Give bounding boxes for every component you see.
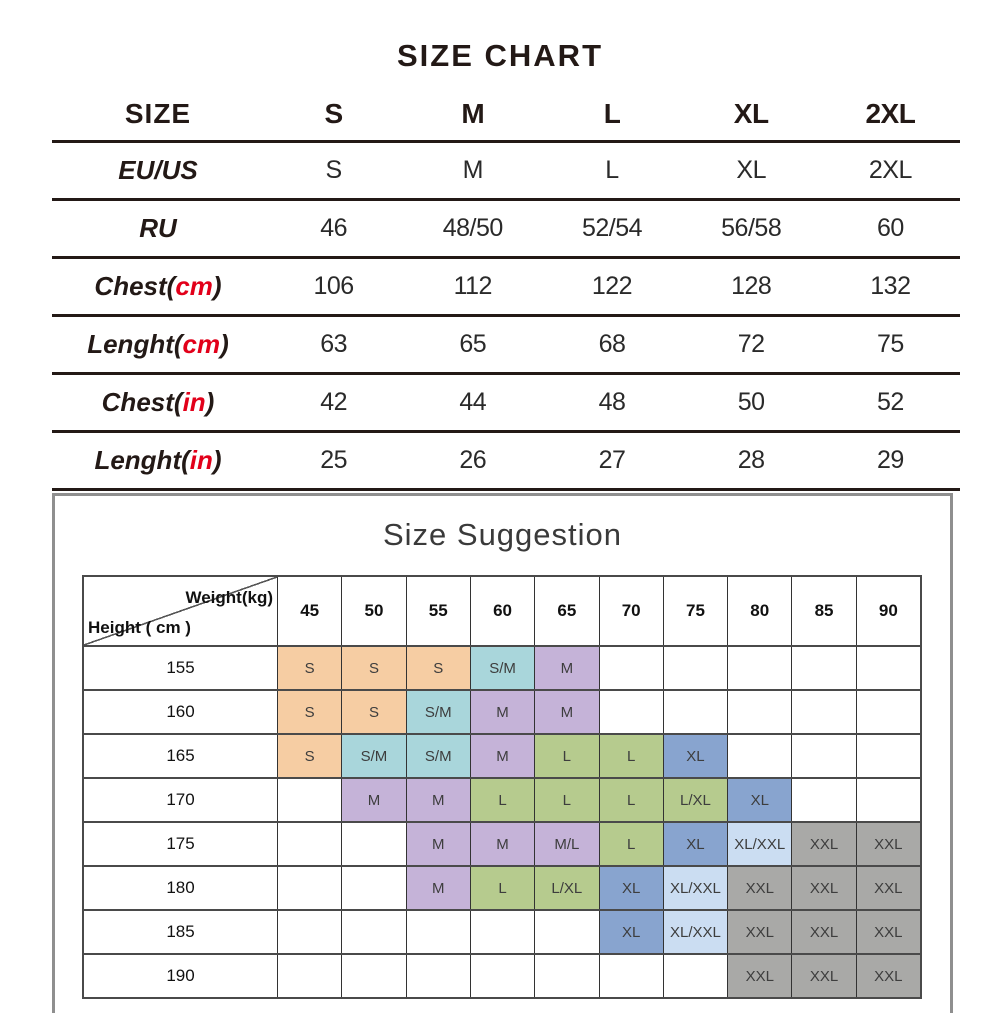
height-row-label: 155	[166, 658, 195, 677]
size-cell: S	[406, 647, 470, 689]
empty-cell	[791, 647, 855, 689]
size-cell: S	[277, 691, 341, 733]
size-cell: XL	[663, 735, 727, 777]
suggestion-row	[84, 689, 920, 733]
size-suggestion-table	[82, 575, 922, 999]
size-table-cell: 132	[870, 272, 911, 300]
suggestion-header-row	[84, 577, 920, 645]
size-table-row	[52, 143, 960, 201]
size-cell: L	[470, 867, 534, 909]
empty-cell	[856, 647, 920, 689]
size-table-cell: 72	[737, 330, 765, 358]
empty-cell	[727, 735, 791, 777]
height-row-label: 165	[166, 746, 195, 765]
label-text: )	[220, 329, 229, 359]
size-cell: XL/XXL	[727, 823, 791, 865]
size-cell: L/XL	[663, 779, 727, 821]
size-cell: XL	[599, 911, 663, 953]
empty-cell	[277, 779, 341, 821]
size-table-row-label	[52, 329, 264, 360]
size-table-row	[52, 375, 960, 433]
empty-cell	[341, 955, 405, 997]
empty-cell	[277, 955, 341, 997]
empty-cell	[599, 691, 663, 733]
empty-cell	[791, 735, 855, 777]
size-suggestion-box	[52, 493, 953, 1013]
label-text: Chest(	[101, 387, 183, 417]
size-table-cell: 27	[598, 446, 626, 474]
size-table-cell: 29	[876, 446, 904, 474]
empty-cell	[663, 955, 727, 997]
label-text: EU/US	[118, 155, 198, 185]
size-table-cell: 56/58	[721, 214, 782, 242]
empty-cell	[534, 911, 598, 953]
size-table-cell: 25	[320, 446, 347, 474]
empty-cell	[791, 691, 855, 733]
size-table-cell: 52/54	[581, 214, 643, 242]
label-unit-red: cm	[175, 271, 213, 301]
size-table-cell: 50	[737, 388, 765, 416]
size-cell: L	[534, 735, 598, 777]
empty-cell	[791, 779, 855, 821]
weight-header-cell: 85	[791, 577, 855, 645]
size-table-row	[52, 433, 960, 491]
height-row-label: 180	[166, 878, 195, 897]
empty-cell	[599, 647, 663, 689]
size-cell: S/M	[406, 735, 470, 777]
weight-header-cell: 90	[856, 577, 920, 645]
size-cell: XXL	[856, 823, 920, 865]
size-cell: M	[406, 779, 470, 821]
size-cell: XL	[599, 867, 663, 909]
empty-cell	[277, 867, 341, 909]
size-table	[52, 88, 960, 491]
size-table-header-cell: XL	[733, 98, 769, 129]
size-cell: XXL	[856, 955, 920, 997]
size-cell: S	[341, 647, 405, 689]
size-cell: XXL	[727, 911, 791, 953]
label-text: Lenght(	[94, 445, 190, 475]
suggestion-row	[84, 865, 920, 909]
size-cell: XXL	[791, 823, 855, 865]
empty-cell	[341, 823, 405, 865]
size-table-cell: 65	[459, 330, 487, 358]
size-cell: XL	[727, 779, 791, 821]
size-table-row	[52, 259, 960, 317]
size-table-header-label: SIZE	[124, 98, 192, 129]
size-table-cell: 28	[737, 446, 765, 474]
suggestion-row	[84, 777, 920, 821]
size-table-row-label	[52, 271, 264, 302]
size-cell: M	[470, 735, 534, 777]
size-cell: M	[534, 647, 598, 689]
size-table-cell: 48/50	[442, 214, 503, 242]
suggestion-row	[84, 733, 920, 777]
label-unit-red: in	[182, 387, 206, 417]
empty-cell	[341, 911, 405, 953]
suggestion-row	[84, 953, 920, 997]
size-cell: XXL	[856, 867, 920, 909]
label-text: Lenght(	[87, 329, 183, 359]
size-table-header-row	[52, 88, 960, 143]
size-cell: XL/XXL	[663, 911, 727, 953]
weight-header-cell: 70	[599, 577, 663, 645]
weight-header-cell: 80	[727, 577, 791, 645]
size-cell: XL	[663, 823, 727, 865]
size-table-cell: 26	[459, 446, 487, 474]
size-table-row-label	[52, 387, 264, 418]
empty-cell	[277, 911, 341, 953]
size-cell: L	[534, 779, 598, 821]
label-unit-red: in	[189, 445, 213, 475]
size-table-cell: 75	[876, 330, 904, 358]
size-table-cell: 48	[598, 388, 626, 416]
size-cell: XXL	[727, 867, 791, 909]
size-cell: L	[599, 779, 663, 821]
size-cell: S	[277, 647, 341, 689]
size-cell: S/M	[470, 647, 534, 689]
suggestion-row	[84, 909, 920, 953]
size-table-cell: 106	[313, 272, 354, 300]
weight-header-cell: 50	[341, 577, 405, 645]
size-cell: M	[406, 867, 470, 909]
weight-header-cell: 55	[406, 577, 470, 645]
label-text: )	[212, 445, 222, 475]
size-cell: M	[534, 691, 598, 733]
size-table-cell: 68	[598, 330, 626, 358]
size-table-header-cell: 2XL	[865, 98, 916, 129]
corner-header-cell	[84, 577, 277, 645]
size-table-row	[52, 317, 960, 375]
size-cell: L	[599, 823, 663, 865]
size-cell: L	[599, 735, 663, 777]
size-cell: L	[470, 779, 534, 821]
height-row-label: 175	[166, 834, 195, 853]
weight-header-cell: 75	[663, 577, 727, 645]
size-table-cell: 46	[320, 214, 347, 242]
empty-cell	[727, 647, 791, 689]
size-table-header-cell: S	[324, 98, 343, 129]
empty-cell	[277, 823, 341, 865]
size-cell: L/XL	[534, 867, 598, 909]
size-table-row-label	[52, 155, 264, 186]
size-chart-title: SIZE CHART	[397, 38, 603, 73]
size-cell: S	[341, 691, 405, 733]
size-table-cell: M	[462, 156, 483, 184]
label-text: RU	[139, 213, 177, 243]
size-cell: XXL	[856, 911, 920, 953]
empty-cell	[727, 691, 791, 733]
size-table-cell: L	[605, 156, 619, 184]
size-table-cell: 60	[876, 214, 904, 242]
height-row-label: 160	[166, 702, 195, 721]
size-table-cell: 63	[320, 330, 347, 358]
empty-cell	[406, 955, 470, 997]
size-table-row-label	[52, 445, 264, 476]
size-table-header-cell: M	[461, 98, 485, 129]
size-cell: M	[341, 779, 405, 821]
size-cell: M	[406, 823, 470, 865]
size-cell: XL/XXL	[663, 867, 727, 909]
size-table-cell: 128	[731, 272, 772, 300]
weight-header-cell: 60	[470, 577, 534, 645]
size-cell: XXL	[791, 867, 855, 909]
size-cell: XXL	[727, 955, 791, 997]
label-text: )	[212, 271, 222, 301]
empty-cell	[856, 735, 920, 777]
label-unit-red: cm	[182, 329, 221, 359]
size-table-row-label	[52, 213, 264, 244]
label-text: )	[205, 387, 215, 417]
size-cell: S/M	[406, 691, 470, 733]
height-row-label: 190	[166, 966, 195, 985]
size-cell: M/L	[534, 823, 598, 865]
empty-cell	[470, 955, 534, 997]
size-cell: M	[470, 823, 534, 865]
size-table-cell: 44	[459, 388, 487, 416]
suggestion-row	[84, 645, 920, 689]
size-cell: XXL	[791, 911, 855, 953]
size-table-cell: 42	[320, 388, 347, 416]
size-table-cell: 122	[591, 272, 633, 300]
size-table-row	[52, 201, 960, 259]
size-table-cell: XL	[736, 156, 766, 184]
weight-header-cell: 45	[277, 577, 341, 645]
size-cell: S	[277, 735, 341, 777]
weight-header-cell: 65	[534, 577, 598, 645]
size-cell: M	[470, 691, 534, 733]
empty-cell	[470, 911, 534, 953]
size-cell: S/M	[341, 735, 405, 777]
size-table-cell: 52	[876, 388, 904, 416]
empty-cell	[406, 911, 470, 953]
empty-cell	[663, 691, 727, 733]
size-table-header-cell: L	[603, 98, 621, 129]
size-cell: XXL	[791, 955, 855, 997]
height-row-label: 185	[166, 922, 195, 941]
size-table-cell: S	[325, 156, 342, 184]
weight-axis-label: Weight(kg)	[185, 588, 273, 607]
size-table-cell: 112	[453, 272, 492, 300]
suggestion-row	[84, 821, 920, 865]
size-suggestion-title: Size Suggestion	[382, 517, 623, 552]
empty-cell	[856, 779, 920, 821]
empty-cell	[341, 867, 405, 909]
label-text: Chest(	[94, 271, 176, 301]
height-row-label: 170	[166, 790, 195, 809]
empty-cell	[599, 955, 663, 997]
size-table-cell: 2XL	[868, 156, 912, 184]
empty-cell	[663, 647, 727, 689]
empty-cell	[534, 955, 598, 997]
empty-cell	[856, 691, 920, 733]
height-axis-label: Height ( cm )	[88, 618, 191, 637]
